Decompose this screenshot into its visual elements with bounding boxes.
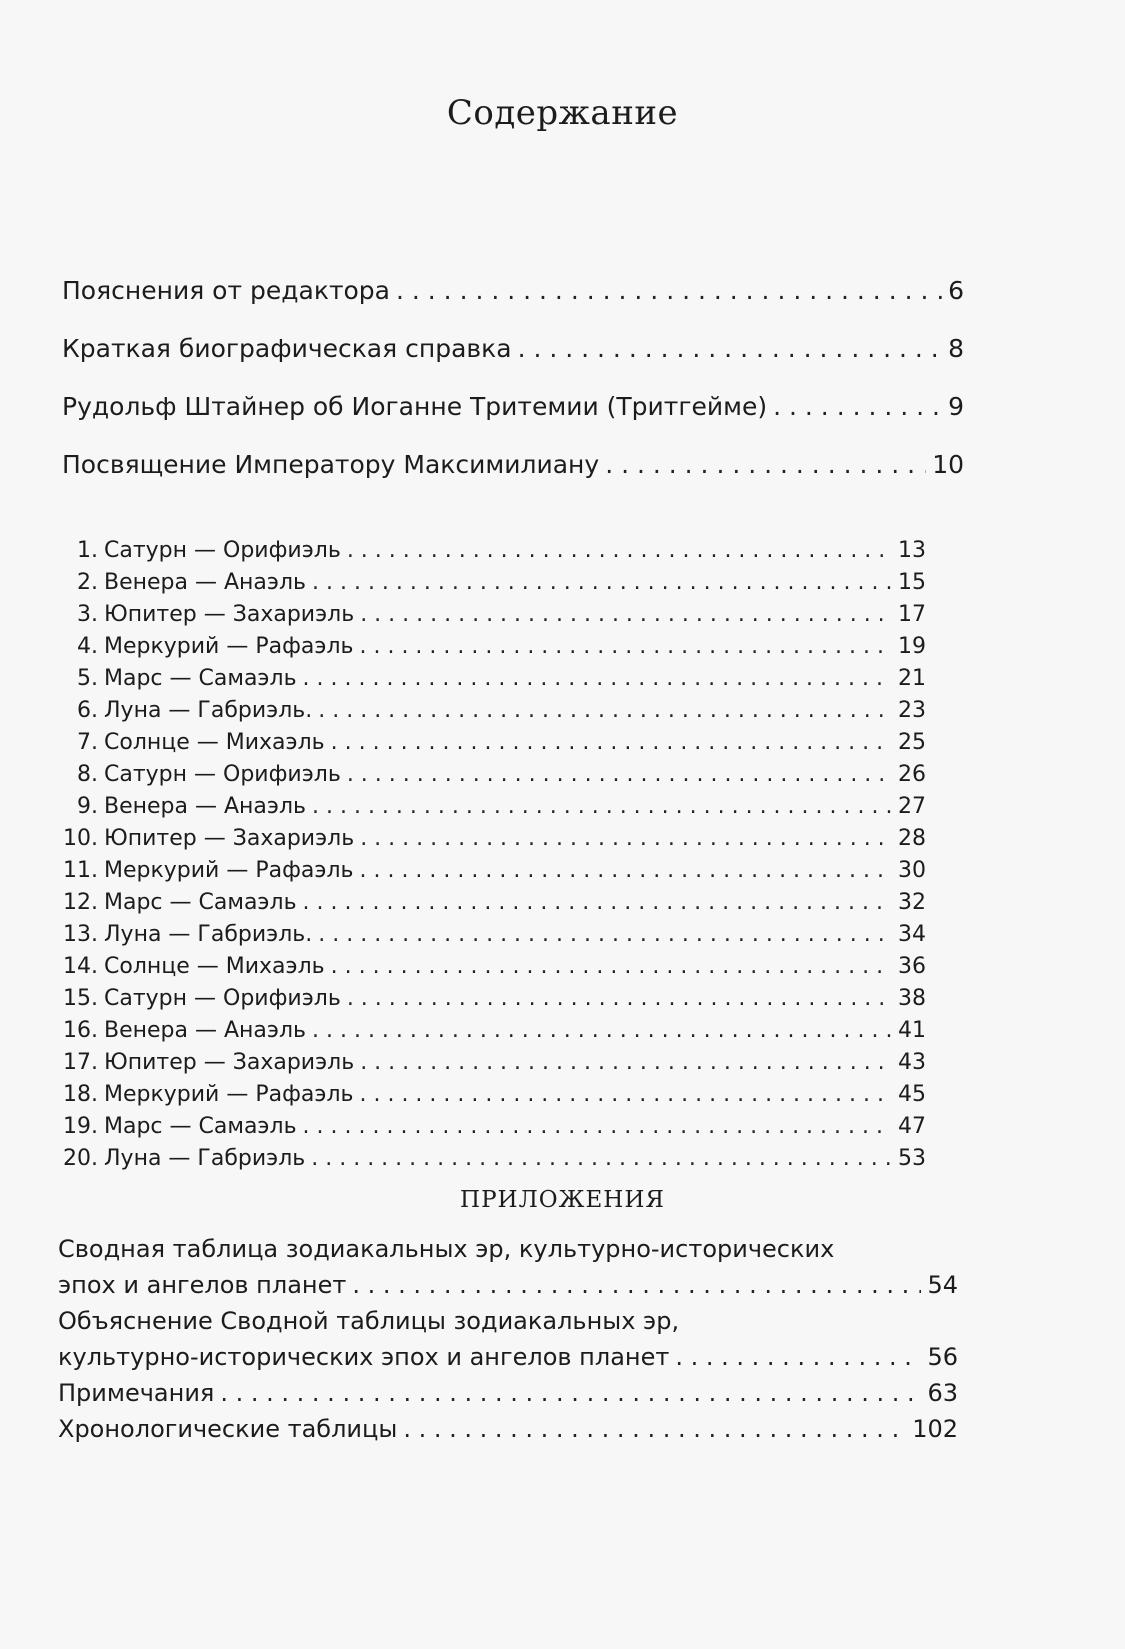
leader-dots <box>605 450 926 479</box>
leader-dots <box>220 1379 921 1407</box>
toc-entry-label: Рудольф Штайнер об Иоганне Тритемии (Тритгейме) <box>62 392 768 421</box>
chapter-number: 6. <box>77 698 98 723</box>
chapter-number: 15. <box>63 986 98 1011</box>
leader-dots <box>773 392 942 421</box>
chapter-label: Луна — Габриэль <box>104 1146 306 1171</box>
chapter-label: Венера — Анаэль <box>104 794 306 819</box>
leader-dots <box>303 1114 892 1139</box>
chapter-number: 2. <box>77 570 98 595</box>
chapter-label: Сатурн — Орифиэль <box>104 538 341 563</box>
chapter-number: 14. <box>63 954 98 979</box>
chapter-label: Марс — Самаэль <box>104 1114 297 1139</box>
toc-entry[interactable] <box>62 450 964 484</box>
chapter-page: 27 <box>898 794 926 819</box>
chapter-number: 4. <box>77 634 98 659</box>
chapter-page: 41 <box>898 1018 926 1043</box>
leader-dots <box>360 826 892 851</box>
leader-dots <box>360 602 892 627</box>
leader-dots <box>347 986 892 1011</box>
leader-dots <box>318 698 892 723</box>
chapter-entry[interactable] <box>60 1146 926 1176</box>
leader-dots <box>359 1082 892 1107</box>
toc-entry-label: Посвящение Императору Максимилиану <box>62 450 600 479</box>
chapter-page: 21 <box>898 666 926 691</box>
chapter-label: Сатурн — Орифиэль <box>104 762 341 787</box>
toc-entry-page: 9 <box>948 392 964 421</box>
chapter-number: 9. <box>77 794 98 819</box>
chapter-entry[interactable] <box>60 1018 926 1048</box>
chapter-label: Меркурий — Рафаэль <box>104 634 354 659</box>
leader-dots <box>312 794 892 819</box>
leader-dots <box>403 1415 906 1443</box>
leader-dots <box>331 730 892 755</box>
chapter-label: Венера — Анаэль <box>104 1018 306 1043</box>
chapter-number: 16. <box>63 1018 98 1043</box>
chapter-entry[interactable] <box>60 698 926 728</box>
toc-entry-label: Краткая биографическая справка <box>62 334 512 363</box>
leader-dots <box>311 1146 892 1171</box>
toc-entry-page: 8 <box>948 334 964 363</box>
appendix-entry-page: 54 <box>927 1271 958 1299</box>
chapter-label: Луна — Габриэль. <box>104 698 313 723</box>
chapter-page: 34 <box>898 922 926 947</box>
appendix-entry[interactable] <box>58 1379 958 1411</box>
chapter-page: 30 <box>898 858 926 883</box>
leader-dots <box>312 570 892 595</box>
leader-dots <box>312 1018 892 1043</box>
leader-dots <box>359 634 892 659</box>
leader-dots <box>347 538 892 563</box>
appendix-entry-label: культурно-исторических эпох и ангелов планет <box>58 1343 670 1371</box>
chapter-page: 28 <box>898 826 926 851</box>
appendix-entry[interactable] <box>58 1415 958 1447</box>
chapter-page: 19 <box>898 634 926 659</box>
chapter-label: Венера — Анаэль <box>104 570 306 595</box>
chapter-entry[interactable] <box>60 666 926 696</box>
appendix-entry-label: Хронологические таблицы <box>58 1415 398 1443</box>
toc-entry[interactable] <box>62 334 964 368</box>
toc-entry-page: 10 <box>932 450 964 479</box>
chapter-entry[interactable] <box>60 986 926 1016</box>
chapter-entry[interactable] <box>60 826 926 856</box>
chapter-entry[interactable] <box>60 634 926 664</box>
leader-dots <box>675 1343 921 1371</box>
chapter-entry[interactable] <box>60 922 926 952</box>
chapter-label: Марс — Самаэль <box>104 666 297 691</box>
leader-dots <box>318 922 892 947</box>
chapter-entry[interactable] <box>60 954 926 984</box>
chapter-label: Меркурий — Рафаэль <box>104 858 354 883</box>
chapter-label: Юпитер — Захариэль <box>104 602 355 627</box>
chapter-entry[interactable] <box>60 890 926 920</box>
chapter-entry[interactable] <box>60 730 926 760</box>
appendix-entry[interactable] <box>58 1271 958 1303</box>
chapter-page: 47 <box>898 1114 926 1139</box>
leader-dots <box>331 954 892 979</box>
chapter-label: Солнце — Михаэль <box>104 730 325 755</box>
leader-dots <box>359 858 892 883</box>
leader-dots <box>396 276 942 305</box>
page-title: Содержание <box>446 93 679 133</box>
chapter-page: 26 <box>898 762 926 787</box>
chapter-entry[interactable] <box>60 1114 926 1144</box>
appendix-entry-label: Примечания <box>58 1379 215 1407</box>
chapter-entry[interactable] <box>60 762 926 792</box>
chapter-page: 23 <box>898 698 926 723</box>
chapter-entry[interactable] <box>60 602 926 632</box>
chapter-number: 13. <box>63 922 98 947</box>
leader-dots <box>347 762 892 787</box>
chapter-number: 3. <box>77 602 98 627</box>
appendix-entry-page: 102 <box>912 1415 958 1443</box>
appendix-entry-label: эпох и ангелов планет <box>58 1271 347 1299</box>
chapter-page: 17 <box>898 602 926 627</box>
chapter-entry[interactable] <box>60 858 926 888</box>
chapter-page: 15 <box>898 570 926 595</box>
toc-entry-page: 6 <box>948 276 964 305</box>
chapter-page: 25 <box>898 730 926 755</box>
chapter-page: 36 <box>898 954 926 979</box>
chapter-label: Солнце — Михаэль <box>104 954 325 979</box>
chapter-number: 18. <box>63 1082 98 1107</box>
appendix-entry[interactable] <box>58 1343 958 1375</box>
leader-dots <box>360 1050 892 1075</box>
chapter-label: Луна — Габриэль. <box>104 922 313 947</box>
leader-dots <box>518 334 943 363</box>
chapter-number: 20. <box>63 1146 98 1171</box>
chapter-number: 19. <box>63 1114 98 1139</box>
toc-entry[interactable] <box>62 392 964 426</box>
toc-entry-label: Пояснения от редактора <box>62 276 390 305</box>
chapter-page: 32 <box>898 890 926 915</box>
chapter-page: 53 <box>898 1146 926 1171</box>
chapter-label: Юпитер — Захариэль <box>104 826 355 851</box>
chapter-entry[interactable] <box>60 570 926 600</box>
chapter-entry[interactable] <box>60 794 926 824</box>
chapter-entry[interactable] <box>60 1050 926 1080</box>
chapter-number: 8. <box>77 762 98 787</box>
leader-dots <box>303 666 892 691</box>
chapter-label: Марс — Самаэль <box>104 890 297 915</box>
chapter-entry[interactable] <box>60 538 926 568</box>
appendix-heading: ПРИЛОЖЕНИЯ <box>460 1187 665 1213</box>
chapter-number: 1. <box>77 538 98 563</box>
appendix-entry-line: Сводная таблица зодиакальных эр, культурно-исторических <box>58 1235 835 1263</box>
chapter-entry[interactable] <box>60 1082 926 1112</box>
chapter-number: 5. <box>77 666 98 691</box>
chapter-number: 12. <box>63 890 98 915</box>
appendix-entry-line: Объяснение Сводной таблицы зодиакальных эр, <box>58 1307 680 1335</box>
toc-entry[interactable] <box>62 276 964 310</box>
chapter-page: 38 <box>898 986 926 1011</box>
chapter-number: 10. <box>63 826 98 851</box>
chapter-number: 17. <box>63 1050 98 1075</box>
chapter-page: 43 <box>898 1050 926 1075</box>
leader-dots <box>303 890 892 915</box>
appendix-entry-page: 56 <box>927 1343 958 1371</box>
chapter-label: Сатурн — Орифиэль <box>104 986 341 1011</box>
chapter-label: Меркурий — Рафаэль <box>104 1082 354 1107</box>
appendix-entry-page: 63 <box>927 1379 958 1407</box>
chapter-number: 11. <box>63 858 98 883</box>
chapter-number: 7. <box>77 730 98 755</box>
chapter-page: 45 <box>898 1082 926 1107</box>
chapter-label: Юпитер — Захариэль <box>104 1050 355 1075</box>
chapter-page: 13 <box>898 538 926 563</box>
leader-dots <box>352 1271 921 1299</box>
